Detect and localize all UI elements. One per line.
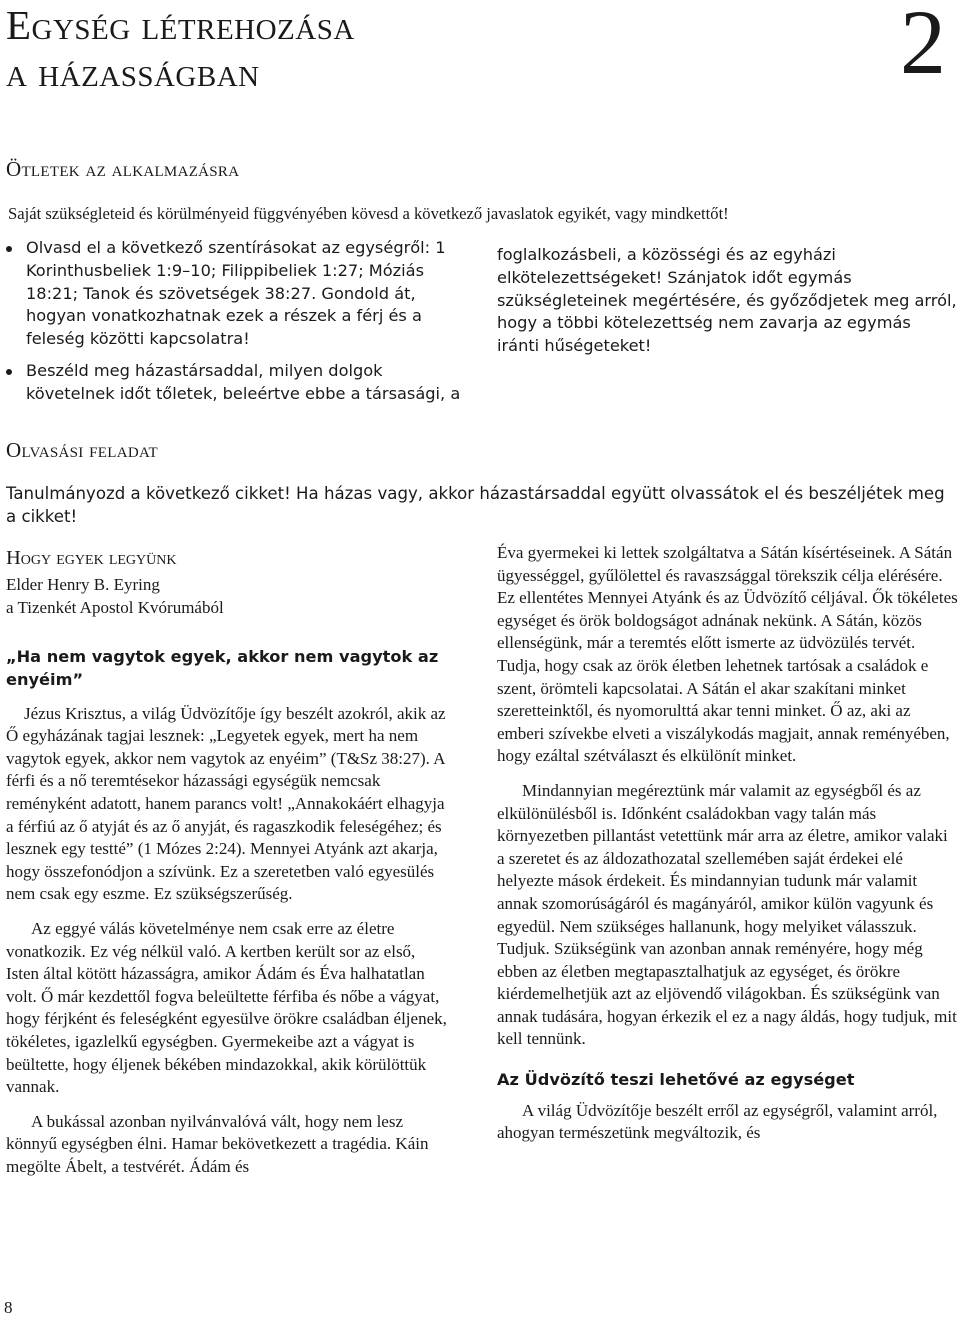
bullet-item	[6, 360, 468, 406]
bullet-text: Beszéld meg házastársaddal, milyen dolgok követelnek időt tőletek, beleértve ebbe a társasági, a	[26, 360, 461, 403]
chapter-title-line2: a házasságban	[6, 49, 260, 95]
chapter-number: 2	[900, 0, 946, 93]
article-paragraph: Éva gyermekei ki lettek szolgáltatva a Sátán kísértéseinek. A Sátán ügyességgel, gyűlölettel és ravaszsággal törekszik célja elérésére. Ez ellentétes Mennyei Atyánk és az Üdvözítő céljával. Ők tökéletes egységet és örök boldogságot adnának nekünk. A Sátán, közös ellenségünk, már a teremtés előtt ismerte az üdvözülés tervét. Tudja, hogy csak az örök életben lehetnek tartósak a családok e szent, örömteli kapcsolatai. A Sátán el akar szakítani minket szeretteinktől, és nyomorulttá akar tenni minket. Ő az, aki az emberi szívekbe elveti a viszálykodás magjait, annak reményében, hogy ezáltal szétválaszt és elkülönít minket.	[497, 543, 958, 766]
ideas-heading: Ötletek az alkalmazásra	[6, 157, 240, 181]
bullet-continuation: foglalkozásbeli, a közösségi és az egyházi elkötelezettségeket! Szánjatok időt egymás szükségleteinek megértésére, és győződjetek meg arról, hogy a többi kötelezettség nem zavarja az egymás iránti hűségeteket!	[497, 245, 957, 356]
article-paragraph: Jézus Krisztus, a világ Üdvözítője így beszélt azokról, akik az Ő egyházának tagjai lesznek: „Legyetek egyek, mert ha nem vagytok egyek, akkor nem vagytok az enyéim” (T&Sz 38:27). A férfi és a nő teremtésekor házassági egységük nemcsak reményként adatott, hanem parancs volt! „Annakokáért elhagyja a férfiú az ő atyját és az ő anyját, és ragaszkodik feleségéhez; és lesznek egy testté” (1 Mózes 2:24). Mennyei Atyánk azt akarja, hogy összefonódjon a szívünk. Ez a szeretetben való egyesülés nem csak egy eszme. Ez szükségszerűség.	[6, 703, 446, 904]
ideas-bullet-list	[6, 237, 468, 415]
article-author-role: a Tizenkét Apostol Kvórumából	[6, 598, 224, 617]
article-paragraph: Mindannyian megéreztünk már valamit az egységből és az elkülönülésből is. Időnként családokban vagy talán más környezetben pillantást vetettünk már arra az életre, amikor valaki a szeretet és az áldozathozatal szellemében saját érdekei elé helyezte mások érdekeit. És mindannyian tudunk már valamit annak szomorúságáról és magányáról, amikor külön vagyunk és egyedül. Nem szükséges hallanunk, hogy melyiket válasszuk. Tudjuk. Szükségünk van azonban annak reményére, hogy még ebben az életben megtapasztalhatjuk az egységet, és örökre kiérdemelhetjük azt az eljövendő világokban. És szükségünk van annak tudására, hogyan érkezik el ez a nagy áldás, hogy tudjuk, mit kell tennünk.	[497, 780, 957, 1049]
article-paragraph: A bukással azonban nyilvánvalóvá vált, hogy nem lesz könnyű egységben élni. Hamar bekövetkezett a tragédia. Káin megölte Ábelt, a testvérét. Ádám és	[6, 1111, 429, 1176]
article-subheading: „Ha nem vagytok egyek, akkor nem vagytok az enyéim”	[6, 647, 439, 689]
chapter-title-line1: Egység létrehozása	[6, 2, 355, 48]
article-title: Hogy egyek legyünk	[6, 547, 177, 569]
reading-intro: Tanulmányozd a következő cikket! Ha házas vagy, akkor házastársaddal együtt olvassátok el és beszéljétek meg a cikket!	[6, 484, 945, 526]
ideas-intro: Saját szükségleteid és körülményeid függvényében kövesd a következő javaslatok egyikét, vagy mindkettőt!	[8, 204, 729, 223]
page-number: 8	[4, 1298, 13, 1317]
bullet-dot-icon	[6, 369, 12, 375]
article-paragraph: A világ Üdvözítője beszélt erről az egységről, valamint arról, ahogyan természetünk megváltozik, és	[497, 1100, 938, 1143]
article-paragraph: Az eggyé válás követelménye nem csak erre az életre vonatkozik. Ez vég nélkül való. A kertben került sor az első, Isten által kötött házasságra, amikor Ádám és Éva halhatatlan volt. Ő már kezdettől fogva beleültette férfiba és nőbe a vágyat, hogy férjként és feleségként egyesülve örökre családban éljenek, tökéletes, igazlelkű egységben. Gyermekeibe azt a vágyat is beültette, hogy éljenek békében mindazokkal, akik körülöttük vannak.	[6, 918, 447, 1097]
chapter-title	[6, 2, 706, 96]
reading-heading: Olvasási feladat	[6, 438, 158, 462]
article-left-column	[6, 545, 451, 1190]
bullet-dot-icon	[6, 246, 12, 252]
article-author: Elder Henry B. Eyring	[6, 575, 160, 594]
bullet-item	[6, 237, 468, 351]
bullet-text: Olvasd el a következő szentírásokat az egységről: 1 Korinthusbeliek 1:9–10; Filippibeliek 1:27; Móziás 18:21; Tanok és szövetségek 38:27. Gondold át, hogyan vonatkozhatnak ezek a részek a férj és a feleség közötti kapcsolatra!	[26, 238, 446, 349]
article-subheading: Az Üdvözítő teszi lehetővé az egységet	[497, 1070, 855, 1090]
article-right-column	[497, 542, 959, 1157]
